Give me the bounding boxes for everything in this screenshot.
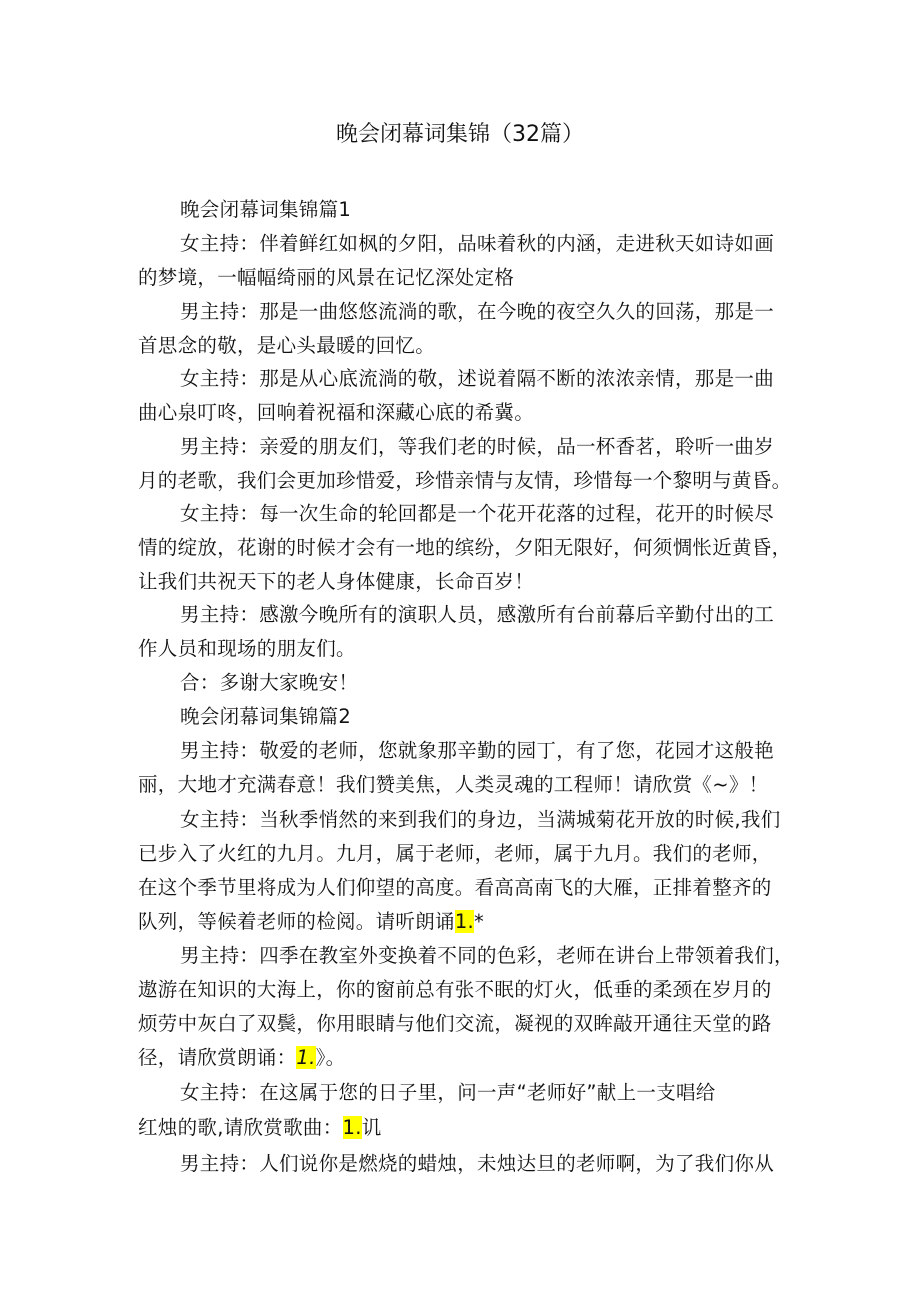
paragraph: [138, 1041, 793, 1075]
text-line: 烦劳中灰白了双鬓，你用眼睛与他们交流，凝视的双眸敲开通往天堂的路: [138, 1012, 772, 1035]
paragraph: [138, 1147, 793, 1181]
text-line: 男主持：四季在教室外变换着不同的色彩，老师在讲台上带领着我们，: [180, 944, 794, 967]
paragraph: [138, 430, 793, 498]
paragraph: [138, 803, 793, 905]
paragraph: [138, 1076, 793, 1110]
text-segment: 队列，等候着老师的检阅。请听朗诵: [138, 910, 455, 933]
highlight-mark: 1.: [454, 910, 475, 933]
highlight-mark: 1.: [342, 1116, 362, 1139]
text-line: 作人员和现场的朋友们。: [138, 637, 356, 660]
text-line: 首思念的敬，是心头最暖的回忆。: [138, 334, 436, 357]
paragraph: [138, 598, 793, 666]
text-line: 晚会闭幕词集锦篇2: [180, 705, 352, 728]
text-line: 曲心泉叮咚，回响着祝福和深藏心底的希冀。: [138, 401, 535, 424]
document-title: 晚会闭幕词集锦（32篇）: [336, 122, 584, 147]
text-segment: 》。: [315, 1046, 346, 1069]
text-line: 男主持：感激今晚所有的演职人员，感激所有台前幕后辛勤付出的工: [180, 603, 775, 626]
text-segment: 讥: [361, 1116, 382, 1139]
paragraph: [138, 362, 793, 430]
text-line: [138, 1041, 793, 1075]
text-line: 让我们共祝天下的老人身体健康，长命百岁！: [138, 570, 535, 593]
paragraph: [138, 1111, 793, 1145]
text-line: 女主持：每一次生命的轮回都是一个花开花落的过程，花开的时候尽: [180, 502, 775, 525]
text-line: 在这个季节里将成为人们仰望的高度。看高高南飞的大雁，正排着整齐的: [138, 876, 772, 899]
text-line: 的梦境，一幅幅绮丽的风景在记忆深处定格: [138, 266, 515, 289]
section-heading-1: [138, 193, 793, 227]
text-line: 已步入了火红的九月。九月，属于老师，老师，属于九月。我们的老师，: [138, 842, 772, 865]
text-line: 女主持：伴着鲜红如枫的夕阳，品味着秋的内涵，走进秋天如诗如画: [180, 232, 775, 255]
text-line: 晚会闭幕词集锦篇1: [180, 198, 352, 221]
text-line: 女主持：在这属于您的日子里，问一声“老师好”献上一支唱给: [180, 1081, 716, 1104]
paragraph: [138, 905, 793, 939]
text-segment: 红烛的歌,请欣赏歌曲：: [138, 1116, 343, 1139]
text-line: 女主持：当秋季悄然的来到我们的身边，当满城菊花开放的时候,我们: [180, 808, 781, 831]
text-line: [138, 905, 793, 939]
text-line: 丽，大地才充满春意！我们赞美焦，人类灵魂的工程师！请欣赏《~》！: [138, 773, 769, 796]
paragraph: [138, 939, 793, 1041]
text-line: 男主持：那是一曲悠悠流淌的歌，在今晚的夜空久久的回荡，那是一: [180, 300, 775, 323]
text-line: 合：多谢大家晚安！: [180, 671, 359, 694]
text-line: 男主持：敬爱的老师，您就象那辛勤的园丁，有了您，花园才这般艳: [180, 739, 775, 762]
text-line: [138, 1111, 793, 1145]
text-line: 男主持：人们说你是燃烧的蜡烛，未烛达旦的老师啊，为了我们你从: [180, 1152, 775, 1175]
text-line: 月的老歌，我们会更加珍惜爱，珍惜亲情与友情，珍惜每一个黎明与黄昏。: [138, 469, 792, 492]
text-line: 男主持：亲爱的朋友们，等我们老的时候，品一杯香茗，聆听一曲岁: [180, 435, 775, 458]
section-heading-2: [138, 700, 793, 734]
paragraph: [138, 666, 793, 700]
paragraph: [138, 734, 793, 802]
text-segment: 径，请欣赏朗诵：: [138, 1046, 297, 1069]
highlight-mark: 1.: [296, 1046, 316, 1069]
paragraph: [138, 497, 793, 599]
text-line: 遨游在知识的大海上，你的窗前总有张不眠的灯火，低垂的柔颈在岁月的: [138, 978, 772, 1001]
text-line: 情的绽放，花谢的时候才会有一地的缤纷，夕阳无限好，何须惆怅近黄昏，: [138, 536, 792, 559]
text-line: 女主持：那是从心底流淌的敬，述说着隔不断的浓浓亲情，那是一曲: [180, 367, 775, 390]
paragraph: [138, 227, 793, 295]
paragraph: [138, 295, 793, 363]
text-segment: *: [474, 910, 485, 933]
